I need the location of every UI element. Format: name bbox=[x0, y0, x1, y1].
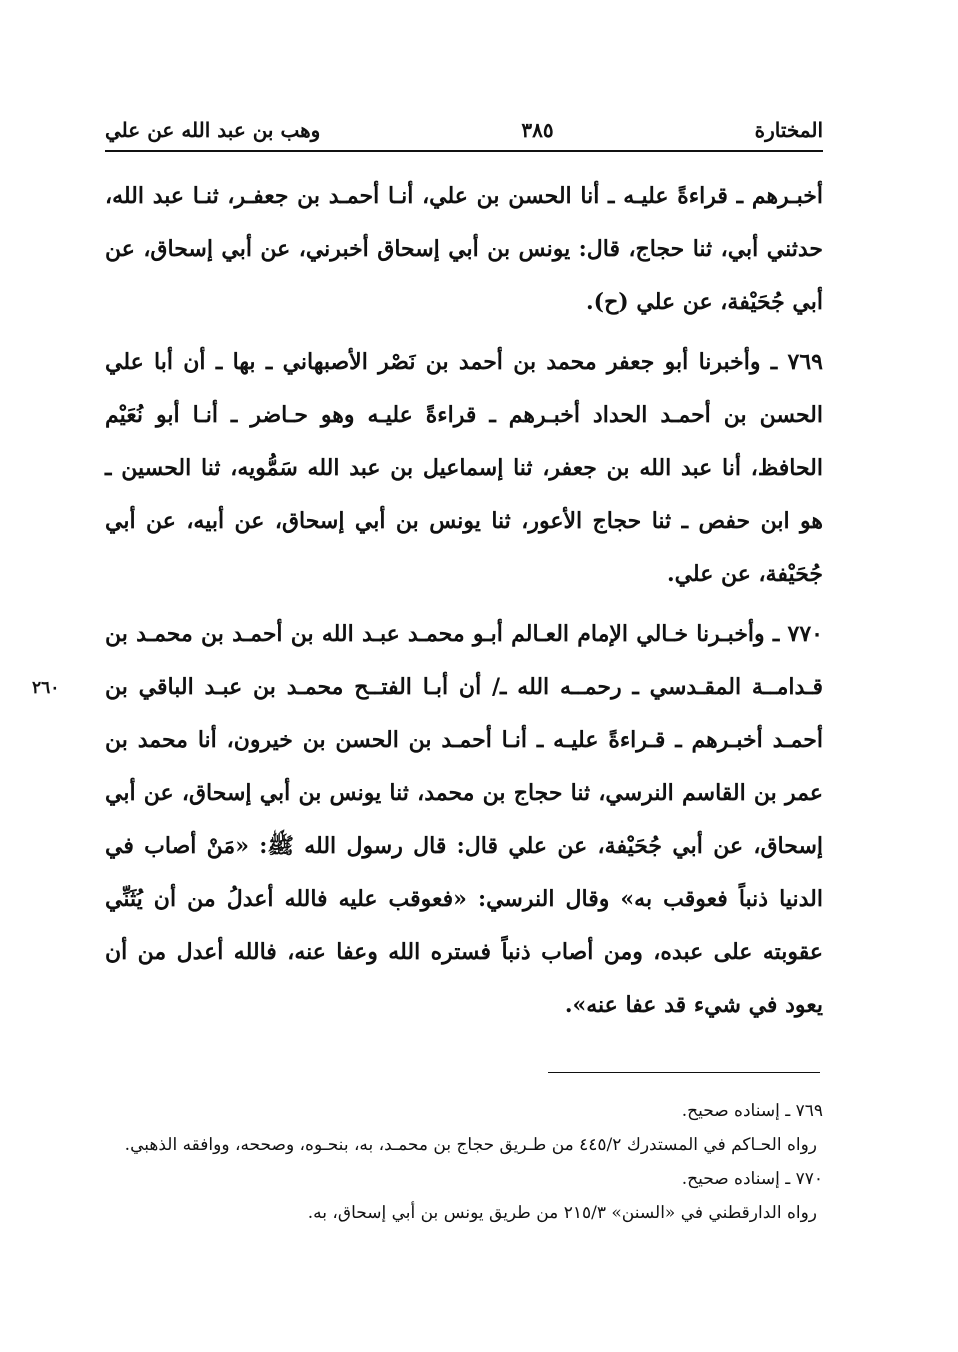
header-chapter-title: وهب بن عبد الله عن علي bbox=[105, 118, 321, 142]
footnote-text: رواه الدارقطني في «السنن» ٢١٥/٣ من طريق يونس بن أبي إسحاق، به. bbox=[307, 1203, 817, 1223]
main-text bbox=[105, 170, 823, 1039]
paragraph: ٧٧٠ ـ وأخبـرنا خـالي الإمام العـالم أبـو محمـد عبـد الله بن أحمـد بن محمـد بن قـدامــة المقـدسي ـ رحمــه الله ـ/ أن أبـا الفتــح محمـد بن عبـد الباقي بن أحمـد أخبـرهم ـ قـراءةً عليـه ـ أنـا أحمـد بن الحسن بن خيرون، أنا محمد بن عمر بن القاسم النرسي، ثنا حجاج بن محمد، ثنا يونس بن أبي إسحاق، عن أبي إسحاق، عن أبي جُحَيْفة، عن علي قال: قال رسول الله ﷺ: «مَنْ أصاب في الدنيا ذنباً فعوقب به» وقال النرسي: «فعوقب عليه فالله أعدلُ من أن يُثَنِّي عقوبته على عبده، ومن أصاب ذنباً فستره الله وعفا عنه، فالله أعدل من أن يعود في شيء قد عفا عنه». bbox=[105, 621, 823, 1018]
header-book-title: المختارة bbox=[754, 118, 823, 142]
paragraph: ٧٦٩ ـ وأخبرنا أبو جعفر محمد بن أحمد بن نَصْر الأصبهاني ـ بها ـ أن أبا علي الحسن بن أحمـد الحداد أخبـرهم ـ قراءةً عليـه وهو حـاضر ـ أنـا أبو نُعَيْم الحافظ، أنا عبد الله بن جعفر، ثنا إسماعيل بن عبد الله سَمُّويه، ثنا الحسين ـ هو ابن حفص ـ ثنا حجاج الأعور، ثنا يونس بن أبي إسحاق، عن أبيه، عن أبي جُحَيْفة، عن علي. bbox=[105, 349, 823, 587]
header-rule bbox=[105, 150, 823, 152]
footnotes bbox=[105, 1094, 823, 1230]
footnote-text: رواه الحـاكم في المستدرك ٤٤٥/٢ من طـريق حجاج بن محمـد، به، بنحـوه، وصححه، ووافقه الذهبي. bbox=[124, 1135, 817, 1155]
footnote-label: ٧٦٩ ـ إسناده صحيح. bbox=[681, 1101, 823, 1121]
page-number: ٣٨٥ bbox=[521, 118, 554, 142]
footnote-label: ٧٧٠ ـ إسناده صحيح. bbox=[681, 1169, 823, 1189]
footnote-rule bbox=[548, 1072, 820, 1073]
running-header bbox=[105, 108, 823, 152]
paragraph: أخبـرهم ـ قراءةً عليـه ـ أنا الحسن بن علي، أنـا أحمـد بن جعفـر، ثنـا عبد الله، حدثني أبي، ثنا حجاج، قال: يونس بن أبي إسحاق أخبرني، عن أبي إسحاق، عن أبي جُحَيْفة، عن علي (ح). bbox=[105, 183, 823, 315]
margin-manuscript-folio: ٢٦٠ bbox=[32, 678, 60, 698]
